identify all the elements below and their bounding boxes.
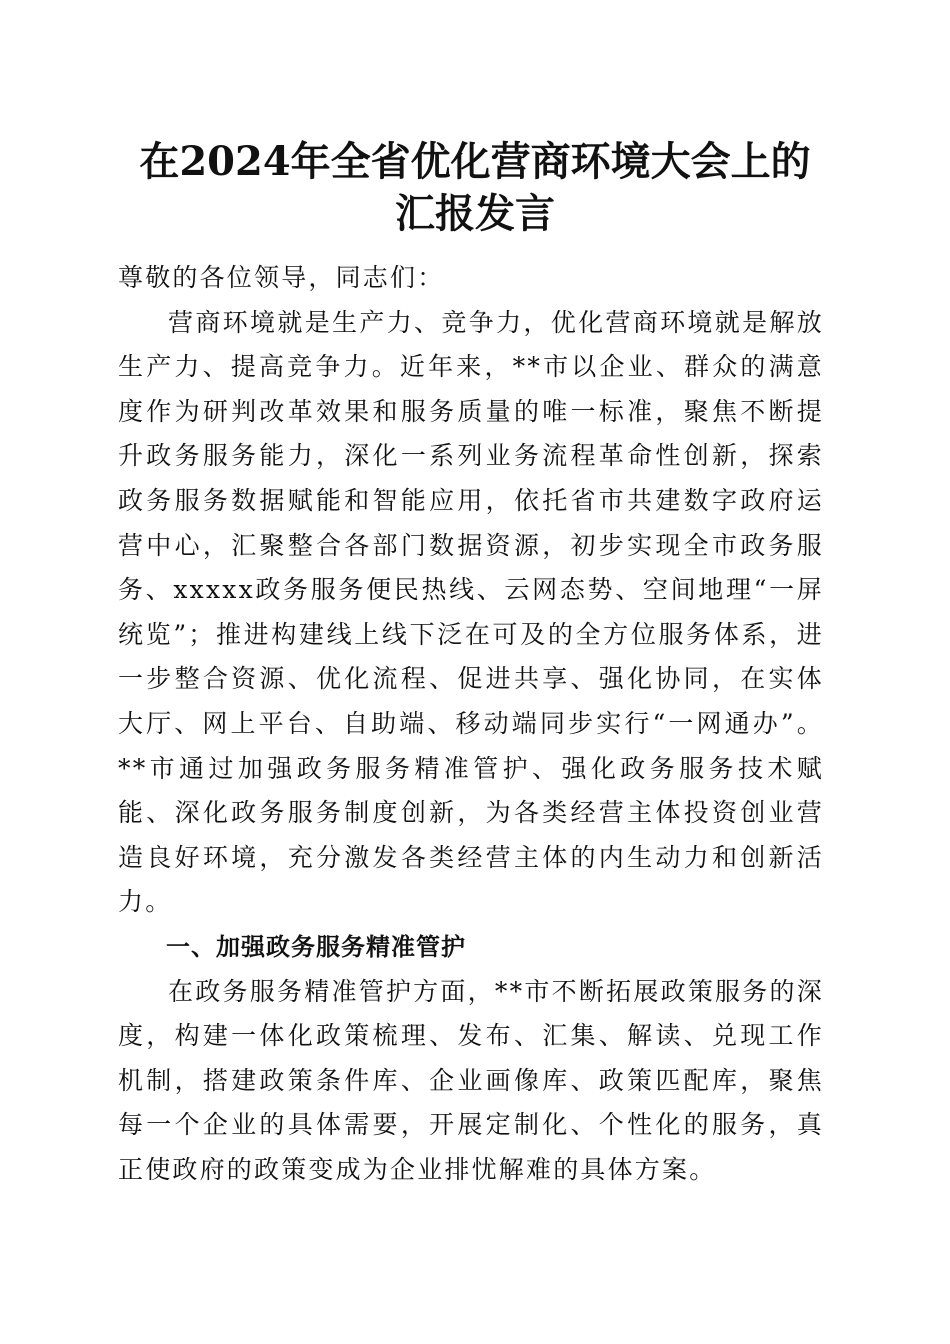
salutation: 尊敬的各位领导，同志们：	[118, 263, 445, 292]
section-1-paragraph: 在政务服务精准管护方面，**市不断拓展政策服务的深度，构建一体化政策梳理、发布、汇集、解读、兑现工作机制，搭建政策条件库、企业画像库、政策匹配库，聚焦每一个企业的具体需要，开展定制化、个性化的服务，真正使政府的政策变成为企业排忧解难的具体方案。	[118, 976, 824, 1184]
intro-paragraph: 营商环境就是生产力、竞争力，优化营商环境就是解放生产力、提高竞争力。近年来，**市以企业、群众的满意度作为研判改革效果和服务质量的唯一标准，聚焦不断提升政务服务能力，深化一系列业务流程革命性创新，探索政务服务数据赋能和智能应用，依托省市共建数字政府运营中心，汇聚整合各部门数据资源，初步实现全市政务服务、xxxxx政务服务便民热线、云网态势、空间地理“一屏统览”；推进构建线上线下泛在可及的全方位服务体系，进一步整合资源、优化流程、促进共享、强化协同，在实体大厅、网上平台、自助端、移动端同步实行“一网通办”。**市通过加强政务服务精准管护、强化政务服务技术赋能、深化政务服务制度创新，为各类经营主体投资创业营造良好环境，充分激发各类经营主体的内生动力和创新活力。	[118, 307, 824, 917]
document-body	[118, 256, 824, 1192]
section-heading-1: 一、加强政务服务精准管护	[166, 932, 466, 961]
document-title: 在2024年全省优化营商环境大会上的汇报发言	[139, 138, 811, 237]
